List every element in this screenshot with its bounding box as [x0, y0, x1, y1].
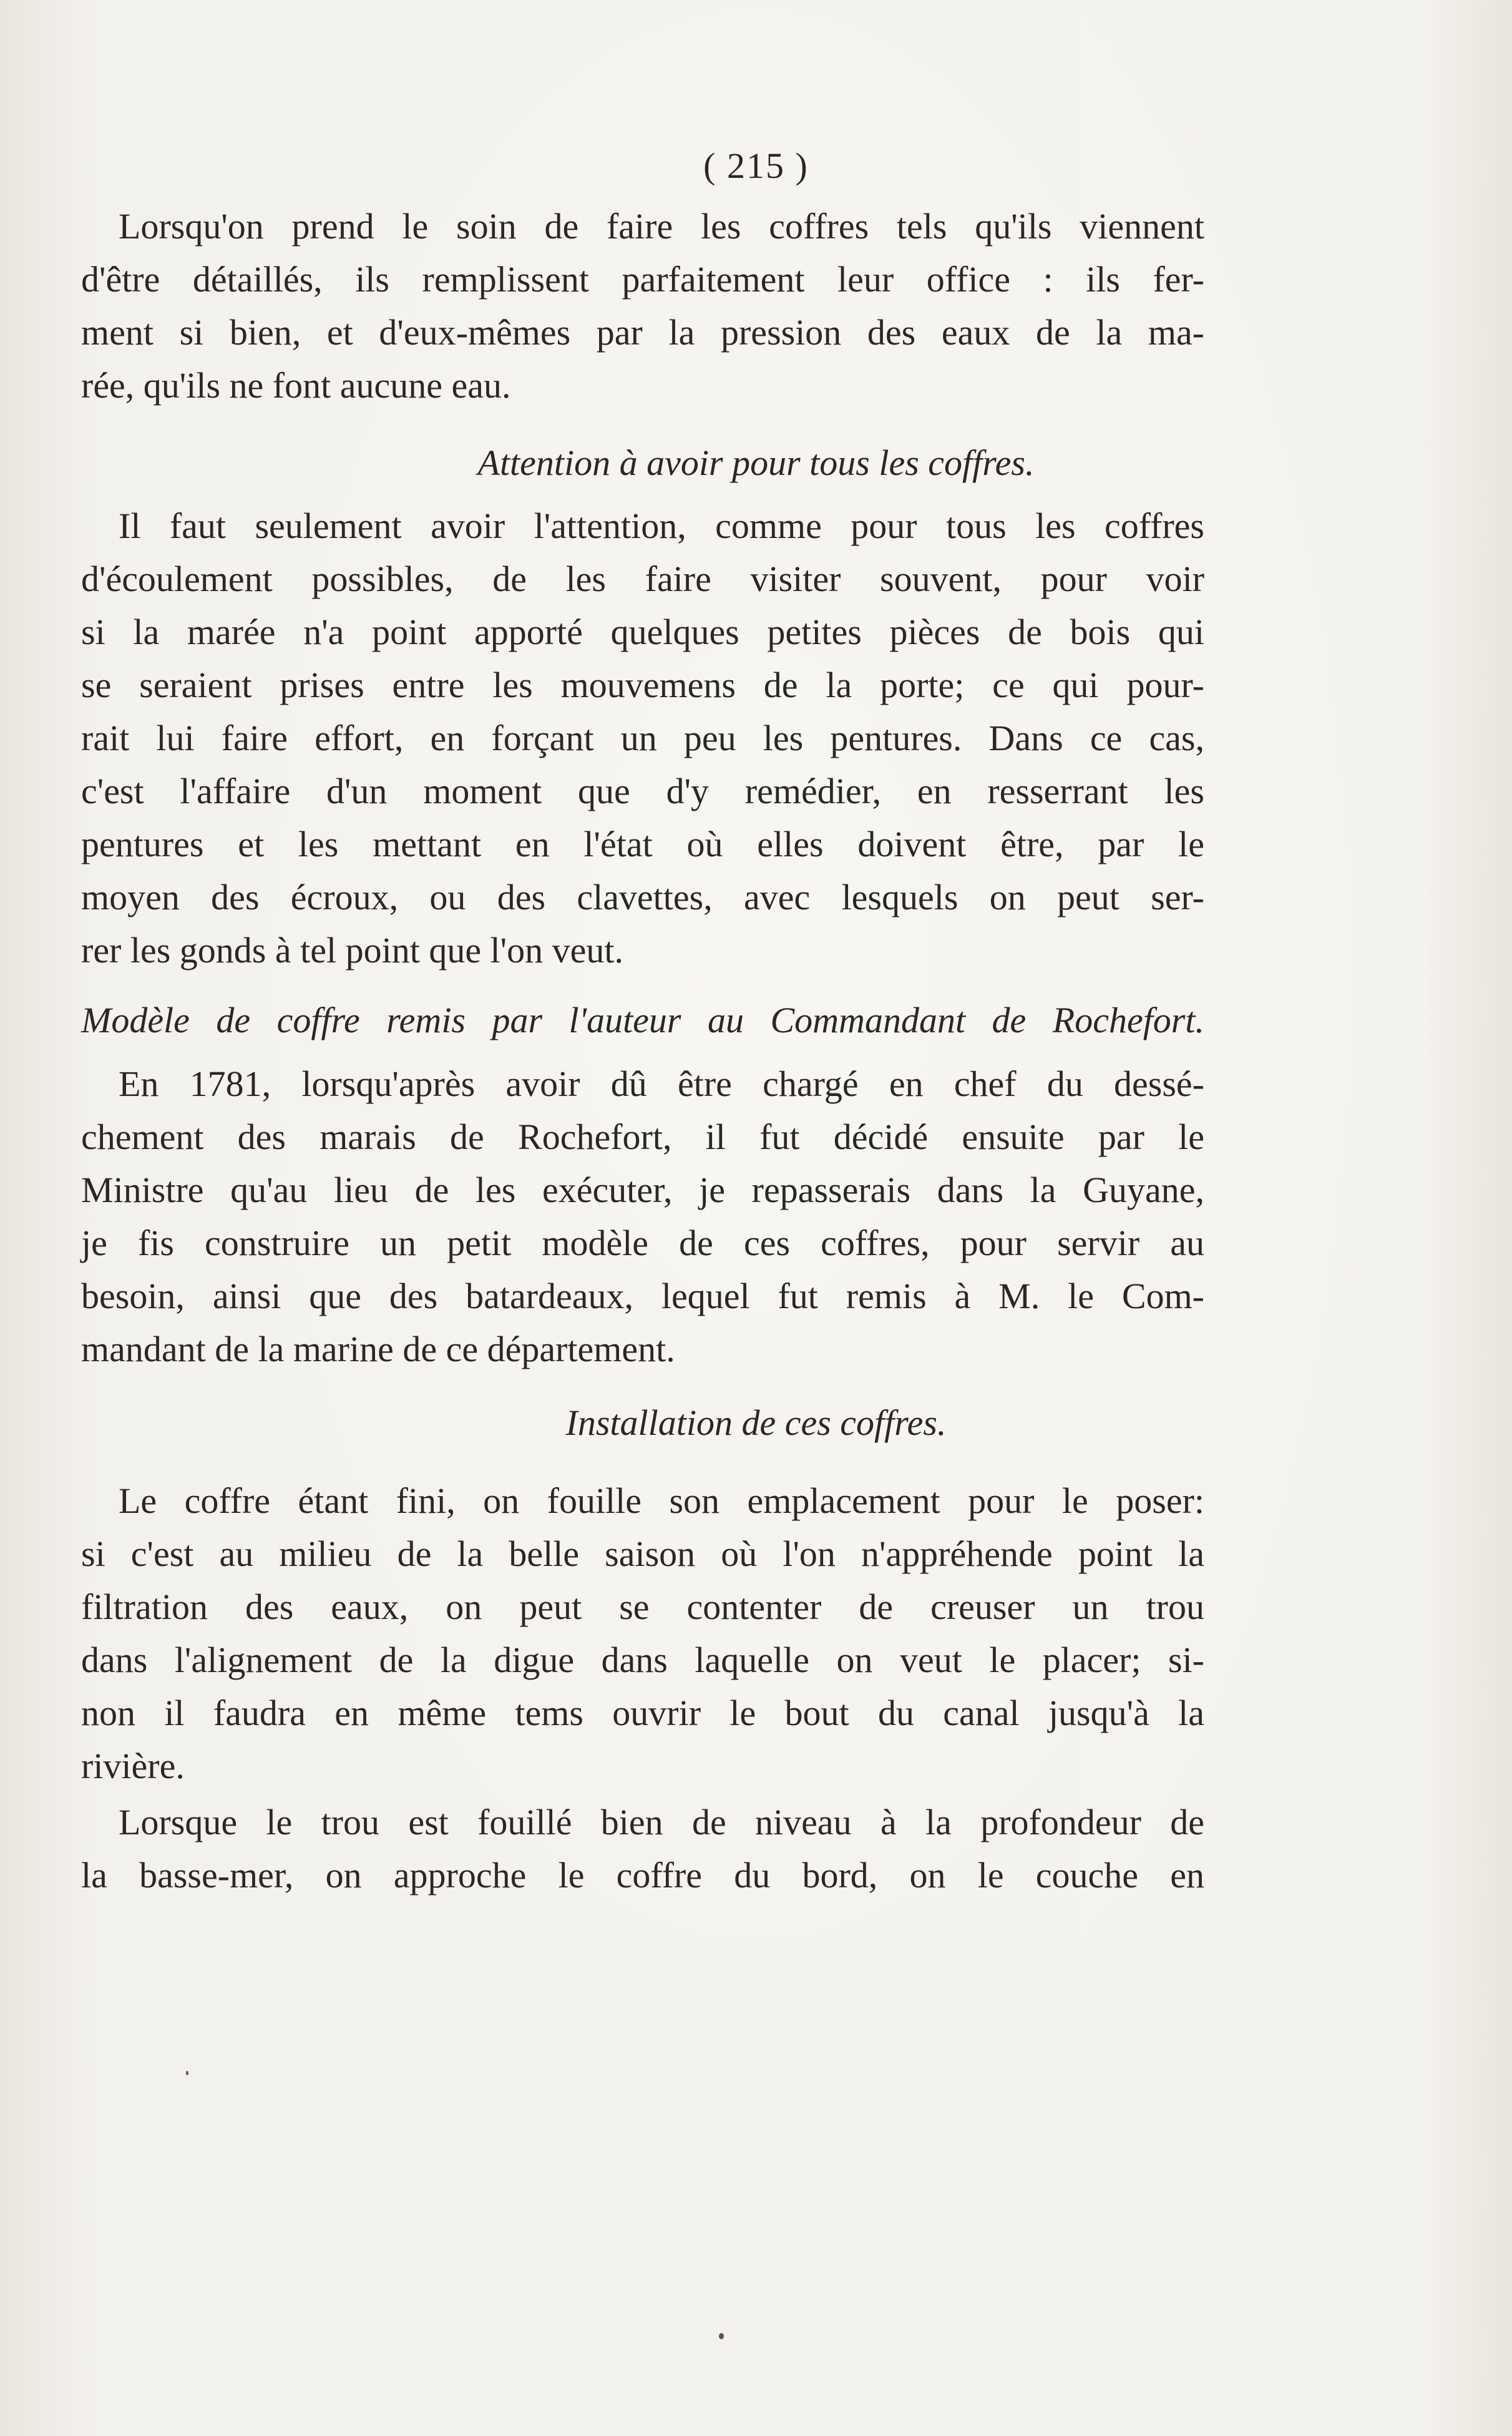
- text-line: Lorsqu'on prend le soin de faire les coffres tels qu'ils viennent: [119, 206, 1204, 247]
- text-line: rivière.: [81, 1746, 185, 1786]
- text-line: besoin, ainsi que des batardeaux, lequel fut remis à M. le Com-: [81, 1276, 1204, 1316]
- text-line: rer les gonds à tel point que l'on veut.: [81, 930, 623, 971]
- text-line: rée, qu'ils ne font aucune eau.: [81, 365, 511, 406]
- text-line: rait lui faire effort, en forçant un peu les pentures. Dans ce cas,: [81, 718, 1204, 758]
- text-line: Lorsque le trou est fouillé bien de niveau à la profondeur de: [119, 1802, 1204, 1842]
- text-line: dans l'alignement de la digue dans laquelle on veut le placer; si-: [81, 1640, 1204, 1680]
- text-line: En 1781, lorsqu'après avoir dû être chargé en chef du dessé-: [119, 1064, 1204, 1104]
- text-line: je fis construire un petit modèle de ces coffres, pour servir au: [81, 1223, 1204, 1263]
- text-line: c'est l'affaire d'un moment que d'y remédier, en resserrant les: [81, 771, 1204, 811]
- text-line: chement des marais de Rochefort, il fut décidé ensuite par le: [81, 1117, 1204, 1157]
- section-heading: Modèle de coffre remis par l'auteur au Commandant de Rochefort.: [81, 1000, 1204, 1040]
- text-line: la basse-mer, on approche le coffre du bord, on le couche en: [81, 1855, 1204, 1895]
- ink-speck: [719, 2333, 724, 2339]
- text-line: non il faudra en même tems ouvrir le bout du canal jusqu'à la: [81, 1693, 1204, 1733]
- text-line: Il faut seulement avoir l'attention, comme pour tous les coffres: [119, 506, 1204, 546]
- text-line: si la marée n'a point apporté quelques petites pièces de bois qui: [81, 612, 1204, 652]
- text-line: Le coffre étant fini, on fouille son emplacement pour le poser:: [119, 1480, 1204, 1521]
- ink-speck: [186, 2071, 188, 2075]
- text-line: d'être détaillés, ils remplissent parfaitement leur office : ils fer-: [81, 259, 1204, 300]
- text-line: ment si bien, et d'eux-mêmes par la pression des eaux de la ma-: [81, 312, 1204, 353]
- page-number: ( 215 ): [703, 145, 809, 186]
- text-line: mandant de la marine de ce département.: [81, 1329, 675, 1369]
- text-line: se seraient prises entre les mouvemens de la porte; ce qui pour-: [81, 665, 1204, 705]
- text-line: pentures et les mettant en l'état où elles doivent être, par le: [81, 824, 1204, 864]
- section-heading: Installation de ces coffres.: [565, 1402, 947, 1443]
- text-line: filtration des eaux, on peut se contenter de creuser un trou: [81, 1587, 1204, 1627]
- text-line: Ministre qu'au lieu de les exécuter, je repasserais dans la Guyane,: [81, 1170, 1204, 1210]
- text-line: d'écoulement possibles, de les faire visiter souvent, pour voir: [81, 559, 1204, 599]
- text-line: moyen des écroux, ou des clavettes, avec lesquels on peut ser-: [81, 877, 1204, 917]
- text-line: si c'est au milieu de la belle saison où l'on n'appréhende point la: [81, 1534, 1204, 1574]
- section-heading: Attention à avoir pour tous les coffres.: [477, 443, 1035, 483]
